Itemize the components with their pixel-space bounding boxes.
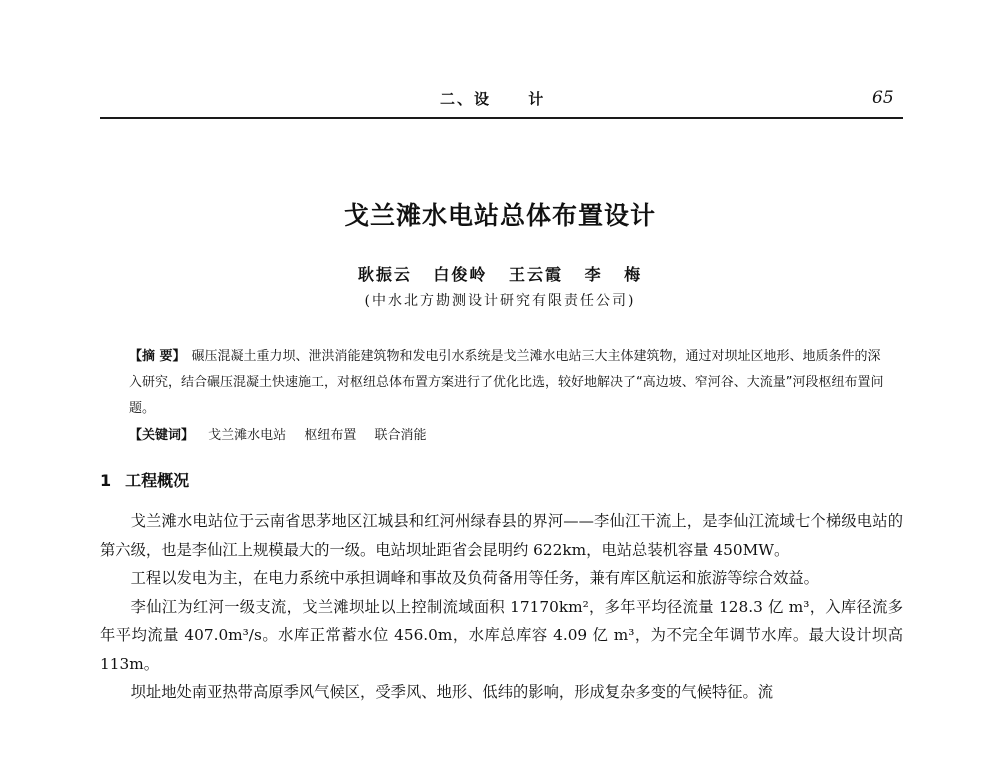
- paragraph: 坝址地处南亚热带高原季风气候区，受季风、地形、低纬的影响，形成复杂多变的气候特征。流: [130, 683, 774, 701]
- author-name: 白俊岭: [433, 265, 488, 284]
- section-title: 工程概况: [125, 471, 190, 490]
- section-heading: [100, 468, 189, 491]
- paragraph: 戈兰滩水电站位于云南省思茅地区江城县和红河州绿春县的界河——李仙江干流上，是李仙江流域七个梯级电站的第六级，也是李仙江上规模最大的一级。电站坝址距省会昆明约 622km，电站总装机容量 450MW。: [100, 512, 903, 559]
- header-rule: [100, 117, 903, 119]
- author-name: 李 梅: [584, 265, 643, 284]
- abstract: [129, 344, 889, 422]
- section-number: 1: [100, 471, 112, 490]
- affiliation: (中水北方勘测设计研究有限责任公司): [364, 293, 636, 309]
- keyword: 戈兰滩水电站: [208, 428, 287, 443]
- abstract-label: 【摘 要】: [129, 349, 186, 364]
- paragraph: 工程以发电为主，在电力系统中承担调峰和事故及负荷备用等任务，兼有库区航运和旅游等综合效益。: [130, 569, 819, 587]
- keyword: 联合消能: [374, 428, 427, 443]
- keywords-label: 【关键词】: [129, 428, 195, 443]
- running-header-section: 二、设 计: [440, 90, 546, 108]
- paragraph: 李仙江为红河一级支流，戈兰滩坝址以上控制流域面积 17170km²，多年平均径流量 128.3 亿 m³，入库径流多年平均流量 407.0m³/s。水库正常蓄水位 456.0m，水库总库容 4.09 亿 m³，为不完全年调节水库。最大设计坝高 113m。: [100, 597, 903, 673]
- paper-title: 戈兰滩水电站总体布置设计: [343, 201, 656, 230]
- body-text: [100, 507, 903, 707]
- page-number: 65: [872, 88, 894, 108]
- author-list: [0, 262, 1000, 285]
- author-name: 王云霞: [509, 265, 564, 284]
- abstract-text: 碾压混凝土重力坝、泄洪消能建筑物和发电引水系统是戈兰滩水电站三大主体建筑物，通过对坝址区地形、地质条件的深入研究，结合碾压混凝土快速施工，对枢纽总体布置方案进行了优化比选，较好地解决了“高边坡、窄河谷、大流量”河段枢纽布置问题。: [129, 349, 884, 416]
- author-name: 耿振云: [357, 265, 412, 284]
- keyword: 枢纽布置: [304, 428, 357, 443]
- keywords: [129, 424, 889, 448]
